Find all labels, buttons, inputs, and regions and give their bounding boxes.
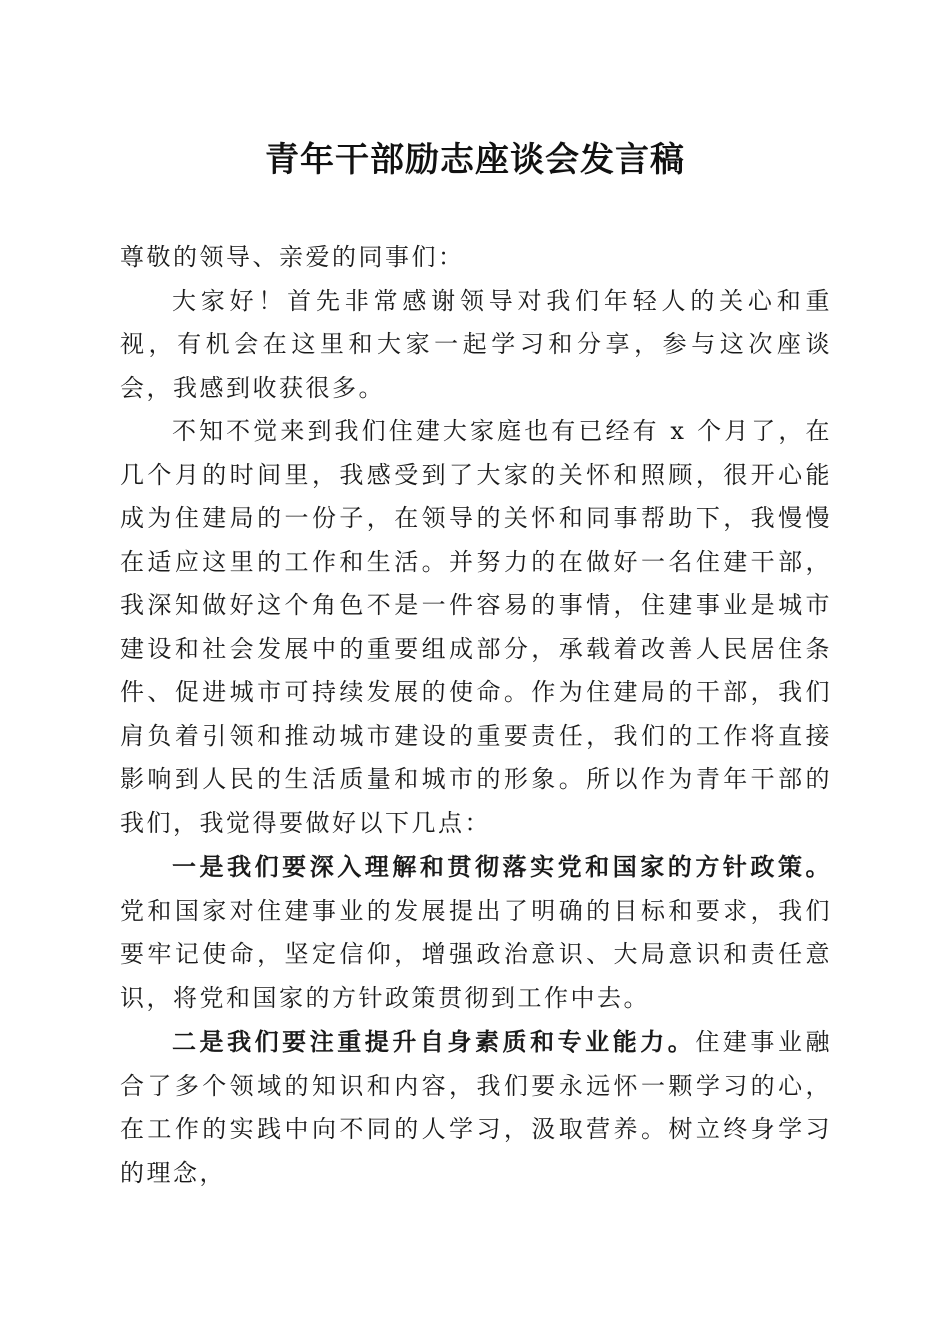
paragraph-text: 不知不觉来到我们住建大家庭也有已经有 x 个月了，在几个月的时间里，我感受到了大家的关怀和照顾，很开心能成为住建局的一份子，在领导的关怀和同事帮助下，我慢慢在适应这里的工作和生活。并努力的在做好一名住建干部，我深知做好这个角色不是一件容易的事情，住建事业是城市建设和社会发展中的重要组成部分，承载着改善人民居住条件、促进城市可持续发展的使命。作为住建局的干部，我们肩负着引领和推动城市建设的重要责任，我们的工作将直接影响到人民的生活质量和城市的形象。所以作为青年干部的我们，我觉得要做好以下几点： [120,417,832,837]
paragraph-text: 大家好！首先非常感谢领导对我们年轻人的关心和重视，有机会在这里和大家一起学习和分享，参与这次座谈会，我感到收获很多。 [120,286,832,402]
paragraph-greeting [120,280,832,411]
paragraph-lead: 一是我们要深入理解和贯彻落实党和国家的方针政策。 [172,852,832,881]
paragraph-lead: 二是我们要注重提升自身素质和专业能力。 [172,1027,696,1056]
paragraph-point-one [120,845,832,1020]
salutation: 尊敬的领导、亲爱的同事们： [120,243,465,271]
paragraph-text: 党和国家对住建事业的发展提出了明确的目标和要求，我们要牢记使命，坚定信仰，增强政治意识、大局意识和责任意识，将党和国家的方针政策贯彻到工作中去。 [120,896,832,1012]
paragraph-text: 住建事业融合了多个领域的知识和内容，我们要永远怀一颗学习的心，在工作的实践中向不同的人学习，汲取营养。树立终身学习的理念， [120,1028,833,1187]
document-title: 青年干部励志座谈会发言稿 [265,140,685,180]
document-body [120,236,832,1195]
paragraph-point-two [120,1020,832,1195]
paragraph-introduction [120,410,832,845]
